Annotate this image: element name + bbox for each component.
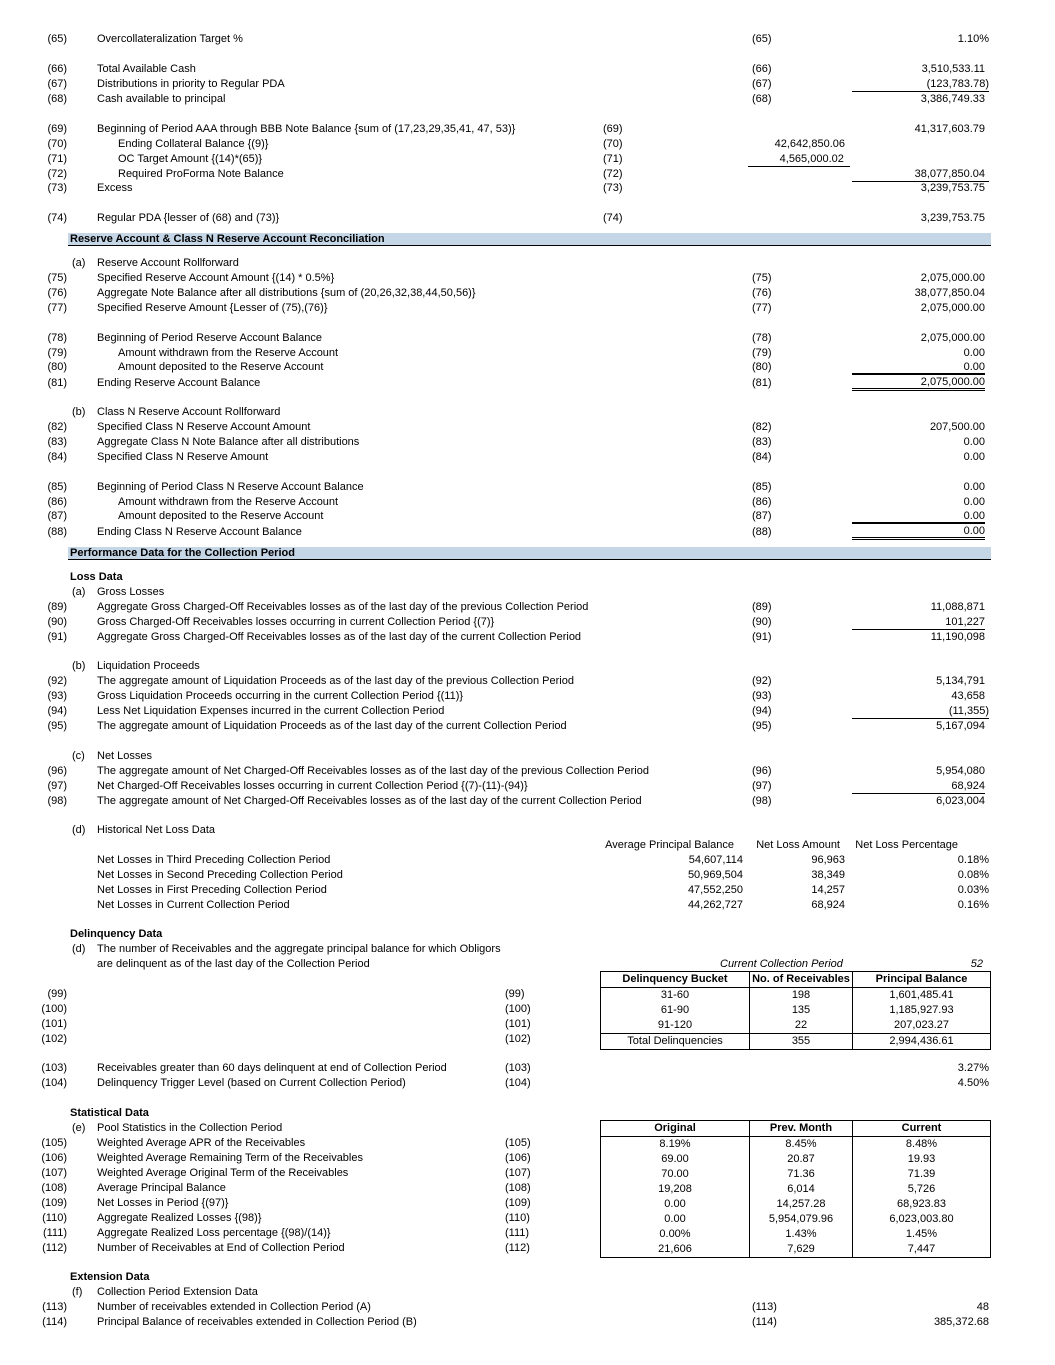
current-cell: 5,726 [853,1182,991,1197]
subsection-title: Historical Net Loss Data [97,824,215,836]
line-label: Aggregate Class N Note Balance after all distributions [97,436,360,448]
hist-row-amount: 68,924 [811,899,845,911]
subsection-letter: (b) [72,406,86,418]
line-number: (111) [42,1227,67,1239]
hist-row-apb: 54,607,114 [688,854,743,866]
line-ref: (107) [505,1167,531,1179]
line-label: Gross Charged-Off Receivables losses occurring in current Collection Period {(7)} [97,616,495,628]
subsection-title: Pool Statistics in the Collection Period [97,1122,283,1134]
line-label: Regular PDA {lesser of (68) and (73)} [97,212,280,224]
line-value: 3,239,753.75 [920,212,985,224]
line-value: 0.00 [963,481,985,493]
line-number: (76) [47,287,67,299]
line-number: (93) [47,690,67,702]
line-label: Ending Reserve Account Balance [97,377,261,389]
line-ref: (92) [752,675,772,687]
table-row [601,1242,991,1258]
line-label: Ending Class N Reserve Account Balance [97,526,302,538]
extension-title: Extension Data [70,1271,150,1283]
line-value: 68,924 [852,779,985,794]
line-label: Specified Class N Reserve Amount [97,451,269,463]
prev-cell: 14,257.28 [776,1198,826,1210]
line-label: Specified Reserve Amount {Lesser of (75),(76)} [97,302,328,314]
line-ref: (76) [752,287,772,299]
line-label: Amount withdrawn from the Reserve Account [118,496,339,508]
line-number: (66) [47,63,67,75]
count-cell: 355 [750,1034,853,1050]
subsection-title: Liquidation Proceeds [97,660,200,672]
line-value: 3,386,749.33 [920,93,985,105]
line-ref: (71) [603,153,623,165]
hist-row-apb: 50,969,504 [687,869,743,881]
period-label: Current Collection Period [720,958,843,970]
delinquency-title: Delinquency Data [70,928,163,940]
hist-row-label: Net Losses in Second Preceding Collection Period [97,869,343,881]
line-label: Number of Receivables at End of Collection Period [97,1242,345,1254]
hist-header-amount: Net Loss Amount [756,839,840,851]
prev-cell: 7,629 [750,1242,853,1258]
subsection-letter: (d) [72,943,86,955]
line-ref: (70) [603,138,623,150]
line-number: (98) [47,795,67,807]
line-ref: (105) [505,1137,531,1149]
line-number: (92) [47,675,67,687]
line-ref: (101) [505,1018,531,1030]
column-header: Original [601,1121,750,1137]
line-ref: (102) [505,1033,531,1045]
line-number: (86) [47,496,67,508]
line-ref: (80) [752,361,772,373]
balance-cell: 1,185,927.93 [853,1003,991,1018]
line-number: (105) [41,1137,67,1149]
line-ref: (113) [752,1301,777,1313]
line-value: 0.00 [852,509,985,524]
line-value: 1.10% [957,33,989,45]
line-ref: (114) [752,1316,777,1328]
line-label: Excess [97,182,133,194]
prev-cell: 5,954,079.96 [768,1213,834,1225]
line-ref: (98) [752,795,772,807]
line-label: OC Target Amount {(14)*(65)} [118,153,263,165]
subsection-title: Class N Reserve Account Rollforward [97,406,281,418]
line-number: (113) [42,1301,67,1313]
table-row [601,1182,991,1197]
line-number: (96) [47,765,67,777]
line-value: 2,075,000.00 [920,272,985,284]
line-ref: (103) [505,1062,531,1074]
line-number: (90) [47,616,67,628]
line-ref: (96) [752,765,772,777]
line-label: Overcollateralization Target % [97,33,243,45]
line-number: (82) [47,421,67,433]
line-number: (68) [47,93,67,105]
prev-cell: 20.87 [787,1153,815,1165]
line-number: (73) [47,182,67,194]
line-number: (71) [47,153,67,165]
line-number: (72) [47,168,67,180]
hist-row-apb: 47,552,250 [687,884,743,896]
line-label: The aggregate amount of Net Charged-Off Receivables losses as of the last day of the current Collection Period [97,795,642,807]
line-label: Ending Collateral Balance {(9)} [118,138,269,150]
line-ref: (86) [752,496,772,508]
line-label: The aggregate amount of Liquidation Proceeds as of the last day of the current Collection Period [97,720,567,732]
section-header-reserve: Reserve Account & Class N Reserve Account Reconciliation [68,233,991,246]
hist-header-apb: Average Principal Balance [605,839,734,851]
delinquency-table [600,971,991,1050]
line-label: Specified Reserve Account Amount {(14) * 0.5%} [97,272,335,284]
line-number: (75) [47,272,67,284]
line-label: Net Charged-Off Receivables losses occurring in current Collection Period {(7)-(11)-(94)} [97,780,528,792]
line-value: 5,954,080 [936,765,985,777]
line-ref: (78) [752,332,772,344]
line-number: (78) [47,332,67,344]
line-label: Number of receivables extended in Collection Period (A) [97,1301,371,1313]
line-label: Amount deposited to the Reserve Account [118,361,324,373]
line-ref: (104) [505,1077,531,1089]
hist-row-pct: 0.03% [957,884,989,896]
line-number: (67) [47,78,67,90]
balance-cell: 2,994,436.61 [853,1034,991,1050]
original-cell: 69.00 [601,1152,750,1167]
line-ref: (74) [603,212,623,224]
subsection-title: Net Losses [97,750,153,762]
current-cell: 8.48% [853,1137,991,1153]
hist-row-label: Net Losses in First Preceding Collection Period [97,884,327,896]
current-cell: 19.93 [853,1152,991,1167]
line-label: Beginning of Period Class N Reserve Account Balance [97,481,364,493]
line-ref: (72) [603,168,623,180]
line-number: (114) [42,1316,67,1328]
line-ref: (108) [505,1182,531,1194]
line-value: 38,077,850.04 [852,167,989,182]
line-ref: (89) [752,601,772,613]
line-value: 3.27% [957,1062,989,1074]
loss-data-title: Loss Data [70,571,123,583]
line-ref: (77) [752,302,772,314]
line-ref: (69) [603,123,623,135]
line-value: 5,134,791 [936,675,985,687]
line-number: (97) [47,780,67,792]
line-ref: (82) [752,421,772,433]
original-cell: 0.00 [601,1212,750,1227]
line-ref: (65) [752,33,772,45]
current-cell: 68,923.83 [853,1197,991,1212]
subsection-title: Collection Period Extension Data [97,1286,258,1298]
line-label: Principal Balance of receivables extended in Collection Period (B) [97,1316,417,1328]
line-number: (106) [41,1152,67,1164]
line-number: (65) [47,33,67,45]
line-label: Aggregate Realized Losses {(98)} [97,1212,262,1224]
line-ref: (99) [505,988,525,1000]
line-number: (88) [47,526,67,538]
line-number: (85) [47,481,67,493]
line-ref: (90) [752,616,772,628]
line-label: Delinquency Trigger Level (based on Current Collection Period) [97,1077,406,1089]
line-label: Less Net Liquidation Expenses incurred in the current Collection Period [97,705,445,717]
line-ref: (79) [752,347,772,359]
line-value: 207,500.00 [929,421,985,433]
line-number: (89) [47,601,67,613]
line-value: 11,190,098 [930,631,985,643]
line-label: Aggregate Gross Charged-Off Receivables losses as of the last day of the previous Collection Period [97,601,589,613]
line-number: (99) [47,988,67,1000]
period-value: 52 [970,958,983,970]
prev-cell: 6,014 [787,1183,815,1195]
line-ref: (83) [752,436,772,448]
line-label: Specified Class N Reserve Account Amount [97,421,311,433]
line-number: (103) [41,1062,67,1074]
line-number: (77) [47,302,67,314]
line-number: (112) [42,1242,67,1254]
line-label: Gross Liquidation Proceeds occurring in the current Collection Period {(11)} [97,690,464,702]
line-value: (11,355) [852,704,989,719]
line-value: (123,783.78) [852,77,989,92]
original-cell: 0.00% [601,1227,750,1242]
line-label: Cash available to principal [97,93,226,105]
table-row [601,1003,991,1018]
line-ref: (95) [752,720,772,732]
table-header-row [601,972,991,988]
line-label: Receivables greater than 60 days delinquent at end of Collection Period [97,1062,447,1074]
line-number: (69) [47,123,67,135]
hist-row-label: Net Losses in Third Preceding Collection Period [97,854,331,866]
line-label: Aggregate Note Balance after all distributions {sum of (20,26,32,38,44,50,56)} [97,287,476,299]
column-header: Current [853,1121,991,1137]
column-header: Prev. Month [750,1121,853,1137]
statistical-title: Statistical Data [70,1107,149,1119]
line-number: (70) [47,138,67,150]
line-label: Aggregate Realized Loss percentage {(98)/(14)} [97,1227,331,1239]
line-ref: (84) [752,451,772,463]
line-label: Amount deposited to the Reserve Account [118,510,324,522]
subsection-title: Reserve Account Rollforward [97,257,239,269]
line-number: (100) [41,1003,67,1015]
line-label: Beginning of Period Reserve Account Balance [97,332,323,344]
table-header-row [601,1121,991,1137]
line-label: The aggregate amount of Net Charged-Off Receivables losses as of the last day of the previous Collection Period [97,765,649,777]
line-number: (108) [41,1182,67,1194]
line-number: (80) [47,361,67,373]
original-cell: 0.00 [601,1197,750,1212]
delinquency-text: The number of Receivables and the aggregate principal balance for which Obligors [97,943,501,955]
column-header: Delinquency Bucket [601,972,750,988]
original-cell: 21,606 [601,1242,750,1258]
subsection-letter: (b) [72,660,86,672]
line-number: (87) [47,510,67,522]
line-label: Weighted Average APR of the Receivables [97,1137,306,1149]
line-ref: (97) [752,780,772,792]
line-number: (81) [47,377,67,389]
current-cell: 6,023,003.80 [853,1212,991,1227]
line-value: 11,088,871 [930,601,985,613]
bucket-cell: 91-120 [601,1018,750,1034]
original-cell: 19,208 [601,1182,750,1197]
line-ref: (112) [505,1242,530,1254]
line-number: (110) [42,1212,67,1224]
line-ref: (73) [603,182,623,194]
line-number: (79) [47,347,67,359]
line-value: 5,167,094 [936,720,985,732]
subsection-letter: (e) [72,1122,86,1134]
hist-row-label: Net Losses in Current Collection Period [97,899,290,911]
line-label: Average Principal Balance [97,1182,226,1194]
line-ref: (109) [505,1197,531,1209]
line-value: 3,510,533.11 [921,63,985,75]
line-label: Aggregate Gross Charged-Off Receivables losses as of the last day of the current Collection Period [97,631,582,643]
table-row [601,1018,991,1034]
subsection-letter: (f) [72,1286,83,1298]
table-row [601,1137,991,1153]
table-row [601,1212,991,1227]
hist-row-amount: 38,349 [811,869,845,881]
line-label: Total Available Cash [97,63,196,75]
column-header: Principal Balance [853,972,991,988]
line-number: (84) [47,451,67,463]
line-label: Required ProForma Note Balance [118,168,284,180]
bucket-cell: Total Delinquencies [601,1034,750,1050]
line-value: 6,023,004 [936,795,985,807]
table-row [601,1227,991,1242]
line-number: (91) [47,631,67,643]
table-row [601,1197,991,1212]
line-ref: (66) [752,63,772,75]
line-ref: (67) [752,78,772,90]
line-value: 41,317,603.79 [914,123,985,135]
prev-cell: 71.36 [787,1168,815,1180]
original-cell: 70.00 [601,1167,750,1182]
line-value: 43,658 [951,690,985,702]
line-number: (74) [47,212,67,224]
line-ref: (111) [505,1227,530,1239]
line-value: 385,372.68 [933,1316,989,1328]
hist-row-amount: 14,257 [811,884,845,896]
line-mid-value: 42,642,850.06 [774,138,845,150]
line-ref: (94) [752,705,772,717]
current-cell: 1.45% [853,1227,991,1242]
line-label: Beginning of Period AAA through BBB Note Balance {sum of (17,23,29,35,41, 47, 53)} [97,123,516,135]
prev-cell: 8.45% [785,1138,817,1150]
bucket-cell: 31-60 [601,988,750,1004]
line-label: Amount withdrawn from the Reserve Account [118,347,339,359]
hist-header-pct: Net Loss Percentage [855,839,958,851]
line-value: 0.00 [852,360,985,375]
line-ref: (93) [752,690,772,702]
line-value: 0.00 [963,436,985,448]
line-value: 0.00 [852,522,985,540]
hist-row-amount: 96,963 [811,854,845,866]
line-number: (95) [47,720,67,732]
count-cell: 135 [750,1003,853,1018]
subsection-letter: (d) [72,824,86,836]
current-cell: 7,447 [853,1242,991,1258]
line-label: The aggregate amount of Liquidation Proceeds as of the last day of the previous Collection Period [97,675,574,687]
hist-row-pct: 0.08% [957,869,989,881]
statistics-table [600,1120,991,1258]
line-ref: (75) [752,272,772,284]
table-total-row [601,1034,991,1050]
table-row [601,988,991,1004]
column-header: No. of Receivables [750,972,853,988]
current-cell: 71.39 [853,1167,991,1182]
line-value: 0.00 [963,347,985,359]
subsection-title: Gross Losses [97,586,165,598]
line-ref: (100) [505,1003,531,1015]
hist-row-pct: 0.16% [957,899,989,911]
line-ref: (106) [505,1152,531,1164]
line-ref: (110) [505,1212,530,1224]
line-number: (107) [41,1167,67,1179]
count-cell: 198 [750,988,853,1004]
line-value: 4.50% [957,1077,989,1089]
count-cell: 22 [750,1018,853,1034]
line-value: 3,239,753.75 [920,182,985,194]
line-label: Weighted Average Original Term of the Receivables [97,1167,349,1179]
line-mid-value: 4,565,000.02 [748,152,850,167]
line-value: 2,075,000.00 [920,302,985,314]
subsection-letter: (a) [72,257,86,269]
line-ref: (81) [752,377,772,389]
line-value: 2,075,000.00 [852,373,985,391]
line-label: Distributions in priority to Regular PDA [97,78,285,90]
line-number: (101) [41,1018,67,1030]
balance-cell: 207,023.27 [853,1018,991,1034]
line-number: (102) [41,1033,67,1045]
line-number: (109) [41,1197,67,1209]
line-ref: (68) [752,93,772,105]
table-row [601,1152,991,1167]
delinquency-text: are delinquent as of the last day of the Collection Period [97,958,370,970]
line-value: 0.00 [963,451,985,463]
line-number: (83) [47,436,67,448]
line-ref: (91) [752,631,772,643]
prev-cell: 1.43% [785,1228,817,1240]
hist-row-apb: 44,262,727 [687,899,743,911]
section-header-performance: Performance Data for the Collection Period [68,547,991,560]
line-value: 38,077,850.04 [914,287,985,299]
subsection-letter: (c) [72,750,85,762]
line-label: Net Losses in Period {(97)} [97,1197,229,1209]
subsection-letter: (a) [72,586,86,598]
bucket-cell: 61-90 [601,1003,750,1018]
line-value: 48 [976,1301,989,1313]
line-value: 101,227 [852,615,985,630]
line-value: 0.00 [963,496,985,508]
table-row [601,1167,991,1182]
line-ref: (85) [752,481,772,493]
line-number: (104) [41,1077,67,1089]
line-label: Weighted Average Remaining Term of the Receivables [97,1152,363,1164]
hist-row-pct: 0.18% [957,854,989,866]
line-number: (94) [47,705,67,717]
line-ref: (88) [752,526,772,538]
line-ref: (87) [752,510,772,522]
balance-cell: 1,601,485.41 [853,988,991,1004]
original-cell: 8.19% [601,1137,750,1153]
line-value: 2,075,000.00 [920,332,985,344]
